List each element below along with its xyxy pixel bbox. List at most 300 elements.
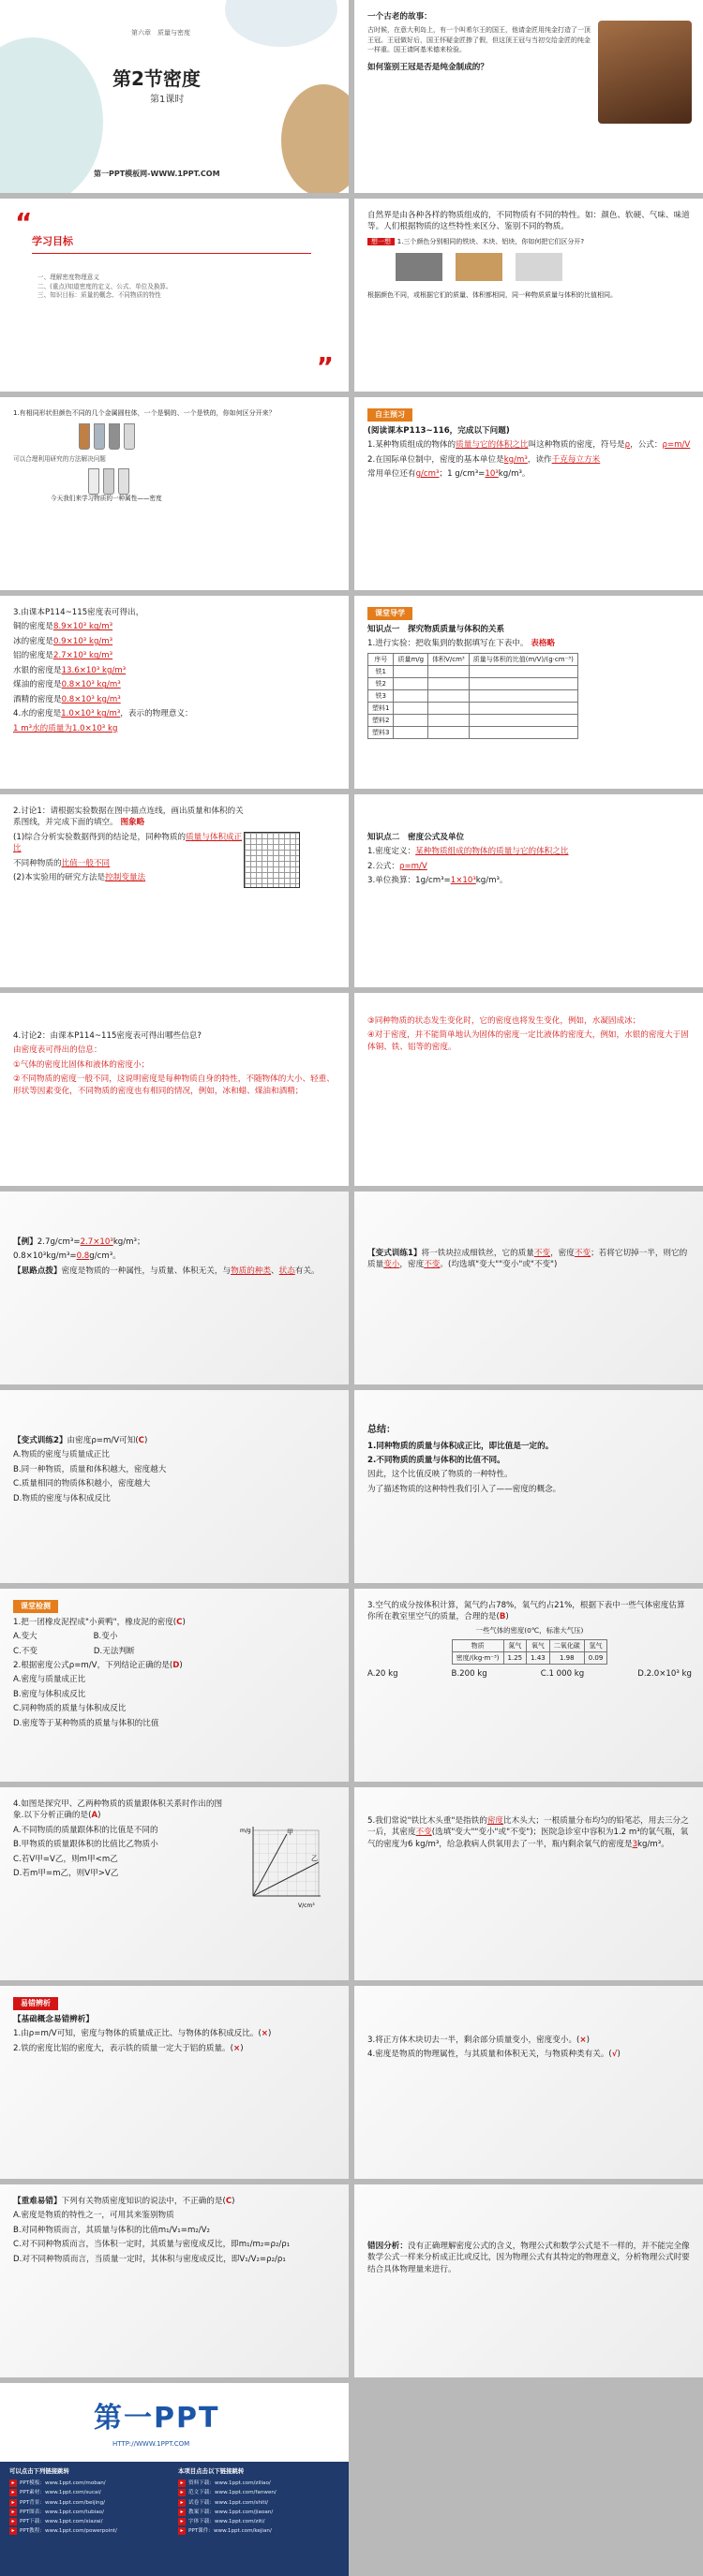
table-cell: 铁3 [368,689,394,702]
errors-title: 【基础概念易错辨析】 [13,2014,94,2024]
series-label-b: 乙 [311,1855,318,1862]
hard-question: 下列有关物质密度知识的说法中，不正确的是( [61,2197,226,2206]
summary-title: 总结： [367,1425,396,1435]
variant-text: ；若将它切掉一半，则它的质量 [367,1249,688,1270]
option-item: A.不同物质的质量跟体积的比值是不同的 [13,1825,158,1835]
option-item: B.变小 [93,1632,118,1642]
table-row [368,703,578,715]
option-item: A.20 kg [367,1668,398,1679]
table-cell: 1.98 [549,1651,584,1664]
link-arrow-icon: ▸ [178,2480,186,2487]
link-arrow-icon: ▸ [9,2509,17,2516]
slide-variant-2 [0,1390,349,1583]
answer-note: 图象略 [120,818,145,828]
sample-blocks [88,468,337,495]
example-text: kg/m³； [112,1237,145,1247]
answer-blank: 0.8×10³ kg/m³ [61,680,121,690]
goals-list [37,274,172,301]
slide-check-3 [354,1589,703,1782]
option-item: C.若V甲=V乙，则m甲<m乙 [13,1854,118,1864]
option-item: D.若m甲=m乙，则V甲>V乙 [13,1869,119,1879]
density-label: 酒精的密度是 [13,694,62,704]
table-cell: 塑料1 [368,703,394,715]
slide-example [0,1192,349,1384]
section-banner: 课堂检测 [13,1600,58,1613]
slide-goals [0,199,349,392]
errors-text: 2.铁的密度比铝的密度大，表示铁的质量一定大于铝的质量。( [13,2043,233,2053]
slide-variant-1 [354,1192,703,1384]
table-cell: 铁1 [368,665,394,677]
option-item: B.200 kg [451,1668,487,1679]
story-question: 如何鉴别王冠是否是纯金制成的？ [367,62,488,72]
water-text: ，表示的物理意义： [120,709,193,719]
link-arrow-icon: ▸ [9,2499,17,2507]
preview-instruction: (阅读课本P113~116，完成以下问题) [367,425,510,436]
slide-check-5 [354,1787,703,1980]
experiment-table [367,653,578,740]
table-cell-empty[interactable] [394,703,428,715]
variant-text: ，密度 [550,1249,575,1258]
cylinder-note: 可以合理利用研究的方法解决问题 [13,455,106,464]
answer-blank: 3 [632,1839,638,1849]
errors-text: 3.将正方体木块切去一半，剩余部分质量变小，密度变小。( [367,2036,580,2045]
option-item: C.同种物质的质量与体积成反比 [13,1704,127,1714]
table-cell-empty[interactable] [428,703,470,715]
preview-text: ，公式： [630,440,663,451]
section-banner: 课堂导学 [367,607,412,620]
intro-text: 自然界是由各种各样的物质组成的，不同物质有不同的特性。如：颜色、软硬、气味、味道等。人们根据物质的这些特性来区分、鉴别不同的物质。 [367,211,690,232]
slide-discussion-2b [354,993,703,1186]
answer-choice: C [176,1617,183,1627]
footer-link[interactable] [178,2480,337,2487]
density-list-title: 3.由课本P114~115密度表可得出， [13,608,144,617]
table-header: 质量与体积的比值(m/V)/(g·cm⁻³) [469,653,577,665]
option-item: A.物质的密度与质量成正比 [13,1450,110,1460]
answer-blank: 10³ [485,468,499,479]
hint-text: 密度是物质的一种属性，与质量、体积无关，与 [61,1266,232,1276]
slide-error-analysis [354,2184,703,2377]
info-point: ③同种物质的状态发生变化时，它的密度也将发生变化，例如，水凝固成冰； [367,1016,641,1026]
density-list [13,621,337,705]
footer-link-text[interactable]: 字体下载：www.1ppt.com/ziti/ [188,2518,265,2524]
logo-url: HTTP://WWW.1PPT.COM [112,2440,190,2448]
answer-blank: 8.9×10³ kg/m³ [52,622,113,632]
check-question: ) [97,1811,101,1821]
answer-mark: √ [611,2050,618,2060]
table-cell-empty[interactable] [394,689,428,702]
answer-blank: 千克每立方米 [551,454,601,465]
density-row [13,621,337,632]
footer-link-text[interactable]: 试卷下载：www.1ppt.com/shiti/ [188,2499,269,2506]
answer-blank: 不变 [533,1249,551,1258]
answer-blank: kg/m³ [503,454,528,465]
footer-link[interactable] [9,2489,169,2496]
hard-label: 【重难易错】 [13,2197,62,2206]
footer-link[interactable] [9,2518,169,2525]
option-item: B.甲物质的质量跟体积的比值比乙物质小 [13,1840,158,1850]
table-cell-empty[interactable] [469,689,577,702]
slide-subtitle: 第1课时 [150,95,185,105]
info-point: ②不同物质的密度一般不同，这说明密度是每种物质自身的特性，不随物体的大小、轻重、形状等因素变化，不同物质的密度也有相同的情况，例如，冰和蜡、煤油和酒精； [13,1074,335,1096]
gas-density-table [452,1639,608,1665]
table-cell-empty[interactable] [469,677,577,689]
footer-heading: 本项目点击以下链接跳转 [178,2467,245,2475]
answer-mark: × [233,2043,241,2053]
density-row [13,665,337,676]
table-cell-empty[interactable] [394,665,428,677]
table-cell-empty[interactable] [469,727,577,739]
knowledge-point-2: 知识点二 密度公式及单位 [367,833,465,842]
slide-experiment [354,596,703,789]
footer-link-text[interactable]: PPT素材：www.1ppt.com/sucai/ [20,2490,101,2496]
info-point: ④对于密度，并不能简单地认为固体的密度一定比液体的密度大，例如，水银的密度大于固体铜、铁、铝等的密度。 [367,1030,689,1052]
table-header: 二氧化碳 [549,1639,584,1651]
goal-item: 一、理解密度物理意义 [37,274,99,281]
footer-link[interactable] [9,2527,169,2535]
check-question: 4.如图是探究甲、乙两种物质的质量跟体积关系时作出的图象.以下分析正确的是( [13,1799,223,1821]
variant-label: 【变式训练1】 [367,1249,422,1258]
table-cell: 1.43 [527,1651,550,1664]
intro-answer: 根据颜色不同，或根据它们的质量、体积都相同，同一种物质质量与体积的比值相同。 [367,291,617,300]
table-cell-empty[interactable] [394,677,428,689]
summary-point: 1.同种物质的质量与体积成正比，即比值是一定的。 [367,1441,554,1451]
option-item: C.不变 [13,1646,37,1656]
formula-text: 1.密度定义： [367,847,416,857]
footer-link-text[interactable]: 教案下载：www.1ppt.com/jiaoan/ [188,2509,274,2515]
link-arrow-icon: ▸ [9,2480,17,2487]
check-question: ) [505,1612,509,1622]
check-text: 比木头大；一根质量分布均匀的铅笔芯，用去三分之一后，其密度 [367,1816,689,1838]
footer-link-text[interactable]: 范文下载：www.1ppt.com/fanwen/ [188,2490,277,2496]
answer-mark: × [579,2036,587,2045]
link-arrow-icon: ▸ [178,2527,186,2535]
check-text: 5.我们常说"铁比木头重"是指铁的 [367,1816,487,1826]
analysis-label: 错因分析： [367,2242,408,2251]
water-text: 4.水的密度是 [13,709,62,719]
analysis-text: 没有正确理解密度公式的含义，物理公式和数学公式是不一样的，并不能完全像数学公式一样来分析成正比或反比，因为物理公式有其特定的物理意义，分析物理公式时要结合具体物理量来进行。 [367,2242,690,2274]
formula-text: kg/m³。 [475,876,508,886]
preview-text: ，读作 [527,454,552,465]
slide-discussion-2 [0,993,349,1186]
option-item: D.2.0×10³ kg [637,1668,692,1679]
logo-text: 第一PPT [94,2402,220,2435]
density-row [13,679,337,690]
density-label: 铜的密度是 [13,622,53,632]
preview-text: 1.某种物质组成的物体的 [367,440,456,451]
goal-item: 二、(重点)知道密度的定义、公式、单位及换算。 [37,282,172,290]
discussion-text: 2.讨论1：请根据实验数据在图中描点连线，画出质量和体积的关系图线，并完成下面的填空。 [13,807,244,828]
answer-blank: 1×10³ [450,876,476,886]
preview-text: 常用单位还有 [367,468,416,479]
footer-column-right [178,2467,337,2537]
footer-link[interactable] [9,2509,169,2516]
table-row [368,665,578,677]
answer-blank: 不变 [574,1249,591,1258]
link-arrow-icon: ▸ [9,2518,17,2525]
footer-link[interactable] [178,2527,337,2535]
option-item: B.密度与体积成反比 [13,1689,86,1699]
section-banner: 自主预习 [367,408,412,422]
table-header: 物质 [452,1639,503,1651]
table-header: 氧气 [527,1639,550,1651]
density-label: 煤油的密度是 [13,680,62,690]
formula-text: 2.公式： [367,861,399,871]
answer-blank: 2.7×10³ [80,1237,113,1247]
option-item: C.1 000 kg [540,1668,585,1679]
summary-point: 2.不同物质的质量与体积的比值不同。 [367,1455,505,1465]
discussion-text: (2)本实验用的研究方法是 [13,873,106,883]
option-item: D.物质的密度与体积成反比 [13,1493,111,1503]
cylinder-question: 1.有相同形状但颜色不同的几个金属圆柱体，一个是铜的、一个是铁的，你如何区分开来？ [13,409,276,417]
discussion-text: 4.讨论2：由课本P114~115密度表可得出哪些信息? [13,1031,202,1041]
discussion-text: 由密度表可得出的信息： [13,1045,102,1056]
slide-errors-1 [0,1986,349,2179]
footer-links-panel [0,2462,349,2576]
slide-formula [354,794,703,987]
goal-item: 三、知识目标：质量的概念、不同物质的特性 [37,291,161,300]
answer-blank: 不变 [415,1828,432,1838]
slide-story [354,0,703,193]
table-cell: 铁2 [368,677,394,689]
story-body: 古时候，在意大利岛上，有一个叫希尔王的国王，他请金匠用纯金打造了一顶王冠。王冠做好后，国王怀疑金匠掺了假，但这顶王冠与当初交给金匠的纯金一样重。国王请阿基米德来检验。 [367,26,591,53]
option-item: A.密度是物质的特性之一，可用其来鉴别物质 [13,2211,174,2221]
errors-text: ) [268,2029,272,2039]
chapter-label: 第六章 质量与密度 [131,29,190,37]
table-header: 序号 [368,653,394,665]
table-cell-empty[interactable] [469,715,577,727]
answer-blank: 质量与体积成正比 [13,832,243,854]
blocks-image [396,253,583,285]
website-label: 第一PPT模板网-WWW.1PPT.COM [94,170,220,178]
slide-title: 第2节密度 [112,67,201,90]
answer-blank: 变小 [383,1260,400,1270]
answer-choice: C [138,1436,144,1445]
preview-text: 2.在国际单位制中，密度的基本单位是 [367,454,504,465]
table-cell-empty[interactable] [394,727,428,739]
slide-summary [354,1390,703,1583]
answer-blank: 质量与它的体积之比 [456,440,529,451]
story-heading: 一个古老的故事： [367,12,432,22]
preview-text: 叫这种物质的密度，符号是 [528,440,625,451]
table-cell-empty[interactable] [469,703,577,715]
density-label: 铝的密度是 [13,651,53,661]
variant-label: 【变式训练2】 [13,1436,67,1445]
option-item: D.对不同种物质而言，当质量一定时，其体积与密度成反比，即V₁/V₂=ρ₂/ρ₁ [13,2254,286,2264]
slide-footer [0,2383,349,2576]
answer-blank: 1 m³水的质量为1.0×10³ kg [13,723,118,733]
table-cell-empty[interactable] [428,677,470,689]
link-arrow-icon: ▸ [178,2509,186,2516]
answer-blank: 2.7×10³ kg/m³ [52,651,113,661]
link-arrow-icon: ▸ [178,2489,186,2496]
answer-blank: ρ=m/V [398,861,427,871]
option-item: A.变大 [13,1632,37,1642]
formula-text: 3.单位换算：1g/cm³= [367,876,451,886]
table-cell-empty[interactable] [428,665,470,677]
density-row [13,694,337,705]
answer-blank: 1.0×10³ kg/m³ [61,709,121,719]
answer-blank: 0.8×10³ kg/m³ [61,694,121,704]
example-text: 2.7g/cm³= [37,1237,81,1247]
table-row [368,677,578,689]
story-illustration [598,21,692,124]
variant-text: 将一铁块拉成细铁丝，它的质量 [421,1249,534,1258]
hard-question: ) [232,2197,235,2206]
answer-blank: 0.8 [76,1251,90,1262]
check-question: 1.把一团橡皮泥捏成"小黄鸭"，橡皮泥的密度( [13,1617,177,1627]
errors-text: 4.密度是物质的物理属性，与其质量和体积无关，与物质种类有关。( [367,2050,612,2060]
table-cell-empty[interactable] [428,715,470,727]
answer-blank: 控制变量法 [105,873,146,883]
experiment-text: 1.进行实验：把收集到的数据填写在下表中。 [367,639,529,649]
footer-link[interactable] [178,2509,337,2516]
option-item: D.无法判断 [93,1646,135,1656]
y-axis-label: m/g [240,1828,251,1834]
example-text: g/cm³。 [89,1251,121,1262]
hint-text: 、 [271,1266,279,1276]
density-label: 水银的密度是 [13,665,62,675]
hint-label: 【思路点拨】 [13,1266,62,1276]
answer-blank: 某种物质组成的物体的质量与它的体积之比 [415,847,569,857]
goals-title: 学习目标 [32,235,73,247]
answer-blank: 比值一般不同 [61,858,111,868]
knowledge-point-1: 知识点一 探究物质质量与体积的关系 [367,624,505,634]
variant-text: ，密度 [399,1260,425,1270]
slide-errors-2 [354,1986,703,2179]
variant-question: ) [143,1436,148,1445]
discussion-text: 不同种物质的 [13,858,62,868]
variant-text: 。(均选填"变大""变小"或"不变") [440,1260,558,1270]
table-header: 体积V/cm³ [428,653,470,665]
slide-check-1 [0,1589,349,1782]
discussion-text: (1)综合分析实验数据得到的结论是，同种物质的 [13,832,187,842]
hint-text: 有关。 [294,1266,320,1276]
preview-text: ；1 g/cm³= [439,468,486,479]
answer-blank: ρ=m/V [662,440,691,451]
link-arrow-icon: ▸ [178,2518,186,2525]
table-cell-empty[interactable] [394,715,428,727]
option-item: B.对同种物质而言，其质量与体积的比值m₁/V₁=m₂/V₂ [13,2225,210,2235]
table-cell-empty[interactable] [469,665,577,677]
table-header: 氮气 [503,1639,527,1651]
slide-density-table [0,596,349,789]
errors-text: ) [240,2043,244,2053]
answer-choice: B [499,1612,506,1622]
slide-check-4 [0,1787,349,1980]
example-text: 0.8×10³kg/m³= [13,1251,77,1262]
table-row [368,727,578,739]
check-question: ) [179,1660,183,1670]
link-arrow-icon: ▸ [9,2527,17,2535]
slide-hard-question [0,2184,349,2377]
series-label-a: 甲 [287,1828,293,1836]
footer-link-text[interactable]: 资料下载：www.1ppt.com/ziliao/ [188,2480,271,2487]
table-cell: 塑料2 [368,715,394,727]
footer-link[interactable] [178,2518,337,2525]
footer-column-left [9,2467,169,2537]
answer-mark: × [261,2029,268,2039]
footer-link-text[interactable]: PPT下载：www.1ppt.com/xiazai/ [20,2518,103,2524]
table-header: 氢气 [584,1639,607,1651]
check-question: 3.空气的成分按体积计算，氮气约占78%，氧气约占21%，根据下表中一些气体密度估算你所在教室里空气的质量，合理的是( [367,1601,685,1622]
preview-text: kg/m³。 [498,468,531,479]
footer-heading: 可以点击下列链接跳转 [9,2467,69,2475]
check-text: (选填"变大""变小"或"不变")；医院急诊室中容积为1.2 m³的氧气瓶，氧气的密度为6 kg/m³，给急救病人供氧用去了一半，瓶内剩余氧气的密度是 [367,1828,689,1849]
option-item: D.密度等于某种物质的质量与体积的比值 [13,1718,159,1728]
table-cell-empty[interactable] [428,689,470,702]
option-item: C.质量相同的物质体积越小，密度越大 [13,1479,151,1489]
density-row [13,650,337,661]
footer-link[interactable] [178,2499,337,2507]
table-header: 质量m/g [394,653,428,665]
table-note: 表格略 [531,639,556,649]
footer-link[interactable] [9,2499,169,2507]
answer-choice: C [225,2197,232,2206]
summary-point: 因此，这个比值反映了物质的一种特性。 [367,1470,513,1480]
errors-text: ) [617,2050,621,2060]
cylinders-image [79,423,337,450]
table-row-label: 密度/(kg·m⁻³) [452,1651,503,1664]
option-item: A.密度与质量成正比 [13,1675,86,1685]
example-label: 【例】 [13,1237,37,1247]
footer-link-text[interactable]: PPT教程：www.1ppt.com/powerpoint/ [20,2527,117,2534]
answer-blank: 0.9×10³ kg/m³ [52,636,113,646]
table-cell: 1.25 [503,1651,527,1664]
errors-text: ) [586,2036,590,2045]
section-banner: 易错辨析 [13,1997,58,2010]
variant-question: 由密度ρ=m/V可知( [67,1436,139,1445]
intro-question: 1.三个颜色分别相同的铁块、木块、铝块，你如何把它们区分开? [396,237,585,245]
answer-blank: 密度 [486,1816,504,1826]
density-label: 冰的密度是 [13,636,53,646]
answer-choice: A [91,1811,98,1821]
table-cell-empty[interactable] [428,727,470,739]
footer-link-text[interactable]: PPT图表：www.1ppt.com/tubiao/ [20,2509,104,2515]
option-item: C.对不同种物质而言，当体积一定时，其质量与密度成反比，即m₁/m₂=ρ₂/ρ₁ [13,2240,291,2250]
footer-link[interactable] [9,2480,169,2487]
cylinder-note-2: 今天我们来学习物质的一种属性——密度 [51,494,162,502]
slide-intro [354,199,703,392]
link-arrow-icon: ▸ [178,2499,186,2507]
graph-grid [244,832,300,888]
mass-volume-graph [240,1825,324,1909]
check-question: ) [182,1617,186,1627]
x-axis-label: V/cm³ [298,1902,315,1909]
errors-text: 1.由ρ=m/V可知，密度与物体的质量成正比、与物体的体积成反比。( [13,2029,262,2039]
footer-link-text[interactable]: PPT模板：www.1ppt.com/moban/ [20,2480,106,2487]
table-title: 一些气体的密度(0℃，标准大气压) [475,1625,584,1635]
answer-choice: D [172,1660,180,1670]
table-row [368,689,578,702]
link-arrow-icon: ▸ [9,2489,17,2496]
slide-cylinders [0,397,349,590]
think-badge: 想一想 [367,238,395,245]
quote-close-icon: ” [316,351,334,382]
slide-preview [354,397,703,590]
option-item: B.同一种物质，质量和体积越大，密度越大 [13,1464,167,1474]
footer-link-text[interactable]: PPT背景：www.1ppt.com/beijing/ [20,2499,106,2506]
answer-blank: 物质的种类 [231,1266,272,1276]
density-row [13,636,337,647]
footer-link-text[interactable]: PPT课件：www.1ppt.com/kejian/ [188,2527,272,2534]
footer-link[interactable] [178,2489,337,2496]
goals-divider [32,253,311,254]
slide-discussion-1 [0,794,349,987]
summary-point: 为了描述物质的这种特性我们引入了——密度的概念。 [367,1484,561,1494]
table-row [368,715,578,727]
check-text: kg/m³。 [637,1839,669,1849]
quote-open-icon: “ [15,207,33,238]
